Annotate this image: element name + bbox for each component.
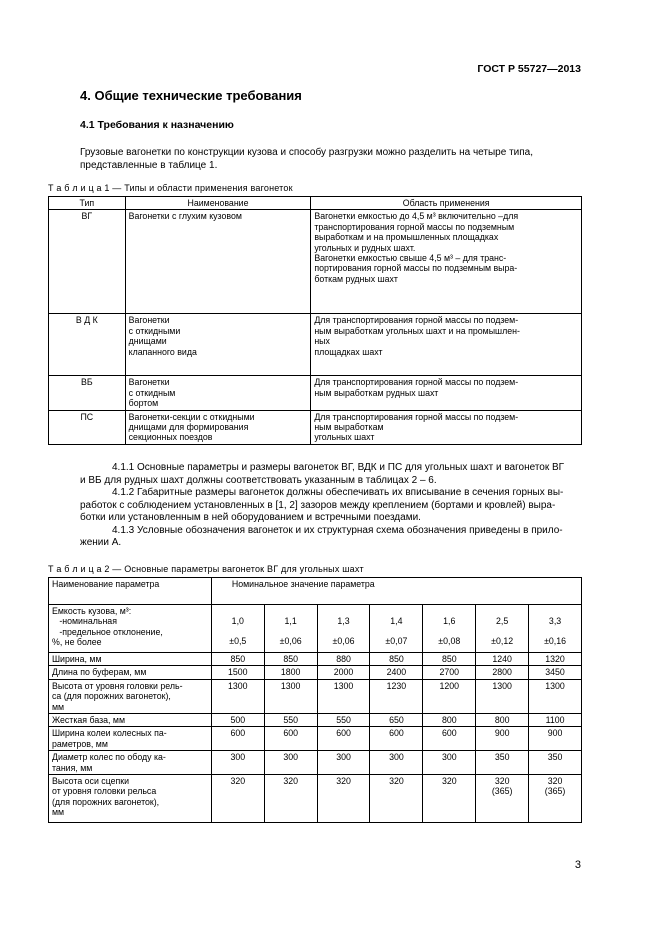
cell-line: ным выработкам угольных шахт и на промышлен-: [314, 325, 520, 336]
cell-line: (для порожних вагонеток),: [52, 796, 160, 807]
value-cell: 320: [211, 775, 264, 823]
param-cell: [49, 727, 212, 751]
clause-line: и ВБ для рудных шахт должны соответствовать указанным в таблицах 2 – 6.: [80, 474, 437, 486]
cell-line: раметров, мм: [52, 738, 108, 749]
table-row: [49, 314, 582, 376]
area-cell: [311, 410, 582, 444]
table-row: [49, 410, 582, 444]
param-cell: Жесткая база, мм: [49, 714, 212, 727]
table1-header-area: Область применения: [311, 197, 582, 210]
clauses: [80, 462, 585, 550]
value-cell: 300: [423, 751, 476, 775]
cell-line: са (для порожних вагонеток),: [52, 691, 171, 702]
cell-line: 1,3: [337, 616, 350, 626]
param-cell: [49, 751, 212, 775]
cell-line: -предельное отклонение,: [52, 626, 163, 637]
value-cell: 300: [264, 751, 317, 775]
cell-line: выработкам и на промышленных площадках: [314, 232, 499, 243]
value-cell: 550: [264, 714, 317, 727]
cell-line: бортом: [128, 398, 159, 409]
cell-line: 1,0: [231, 616, 244, 626]
table-row: [49, 376, 582, 410]
cell-line: 1,1: [284, 616, 297, 626]
cell-line: Для транспортирования горной массы по подзем-: [314, 315, 519, 326]
table-row: [49, 653, 582, 666]
cell-line: ным выработкам: [314, 422, 384, 433]
name-cell: [125, 210, 311, 314]
value-cell: 550: [317, 714, 370, 727]
param-cell: [49, 605, 212, 653]
value-cell: 1300: [476, 679, 529, 713]
value-cell: 2400: [370, 666, 423, 679]
cell-line: секционных поездов: [128, 432, 213, 443]
value-cell: 300: [317, 751, 370, 775]
cell-line: днищами для формирования: [128, 422, 249, 433]
type-cell: В Д К: [49, 314, 126, 376]
cell-line: ±0,12: [491, 636, 514, 647]
value-cell: [370, 605, 423, 653]
table-row: [49, 666, 582, 679]
value-cell: [476, 605, 529, 653]
cell-line: ±0,08: [438, 636, 461, 647]
cell-line: днищами: [128, 336, 167, 347]
cell-line: Вагонетки: [128, 377, 170, 388]
value-cell: [529, 605, 582, 653]
cell-line: Для транспортирования горной массы по подзем-: [314, 377, 519, 388]
value-cell: 320: [317, 775, 370, 823]
cell-line: угольных шахт: [314, 432, 375, 443]
value-cell: 900: [529, 727, 582, 751]
value-cell: 1500: [211, 666, 264, 679]
value-cell: 650: [370, 714, 423, 727]
type-cell: ВБ: [49, 376, 126, 410]
value-cell: 320 (365): [529, 775, 582, 823]
param-cell: Длина по буферам, мм: [49, 666, 212, 679]
intro-paragraph: [80, 147, 585, 172]
value-cell: 880: [317, 653, 370, 666]
table-row: [49, 605, 582, 653]
table-row: [49, 679, 582, 713]
value-cell: 1800: [264, 666, 317, 679]
cell-line: 1,4: [390, 616, 403, 626]
section-title: 4. Общие технические требования: [80, 88, 302, 103]
param-cell: [49, 775, 212, 823]
intro-line: представленные в таблице 1.: [80, 159, 218, 171]
cell-line: ±0,06: [279, 636, 302, 647]
value-cell: 1230: [370, 679, 423, 713]
cell-line: Вагонетки с глухим кузовом: [128, 211, 242, 222]
value-cell: [211, 605, 264, 653]
cell-line: боткам рудных шахт: [314, 273, 398, 284]
cell-line: с откидными: [128, 325, 181, 336]
cell-line: ±0,5: [229, 636, 247, 647]
value-cell: 1240: [476, 653, 529, 666]
value-cell: 1320: [529, 653, 582, 666]
cell-line: 2,5: [496, 616, 509, 626]
value-cell: 600: [264, 727, 317, 751]
value-cell: [423, 605, 476, 653]
cell-line: мм: [52, 807, 65, 818]
cell-line: тания, мм: [52, 762, 93, 773]
value-cell: 800: [423, 714, 476, 727]
table-row: [49, 751, 582, 775]
param-cell: [49, 679, 212, 713]
table1: [48, 196, 582, 445]
value-cell: 800: [476, 714, 529, 727]
area-cell: [311, 314, 582, 376]
value-cell: 1300: [317, 679, 370, 713]
clause-line: 4.1.2 Габаритные размеры вагонеток должны обеспечивать их вписывание в сечения горных вы-: [112, 487, 564, 498]
value-cell: 500: [211, 714, 264, 727]
value-cell: 300: [370, 751, 423, 775]
value-cell: 2800: [476, 666, 529, 679]
cell-line: с откидным: [128, 387, 176, 398]
area-cell: [311, 376, 582, 410]
cell-line: %, не более: [52, 637, 102, 648]
value-cell: 1300: [264, 679, 317, 713]
value-cell: 600: [370, 727, 423, 751]
value-cell: 850: [264, 653, 317, 666]
table1-header-name: Наименование: [125, 197, 311, 210]
intro-line: Грузовые вагонетки по конструкции кузова и способу разгрузки можно разделить на четыре типа,: [80, 147, 533, 158]
value-cell: [264, 605, 317, 653]
table-row: [49, 210, 582, 314]
value-cell: 320 (365): [476, 775, 529, 823]
clause-line: 4.1.3 Условные обозначения вагонеток и их структурная схема обозначения приведены в прило-: [112, 524, 563, 536]
value-cell: 300: [211, 751, 264, 775]
value-cell: 320: [264, 775, 317, 823]
table1-header-row: [49, 197, 582, 210]
value-cell: 600: [317, 727, 370, 751]
cell-line: клапанного вида: [128, 346, 197, 357]
cell-line: мм: [52, 701, 65, 712]
cell-line: 1,6: [443, 616, 456, 626]
clause-line: ботки или установленным в ней оборудованием и встречными поездами.: [80, 512, 421, 523]
value-cell: 350: [529, 751, 582, 775]
cell-line: Ширина колеи колесных па-: [52, 728, 167, 739]
clause-line: 4.1.1 Основные параметры и размеры вагонеток ВГ, ВДК и ПС для угольных шахт и вагонеток ВГ: [112, 462, 565, 473]
clause-line: работок с соблюдением установленных в [1, 2] зазоров между креплением (бортами и кровлей) выра-: [80, 499, 556, 511]
table1-header-type: Тип: [49, 197, 126, 210]
cell-line: ±0,16: [544, 636, 567, 647]
cell-line: Емкость кузова, м³:: [52, 606, 132, 616]
value-cell: 600: [423, 727, 476, 751]
cell-line: ным выработкам рудных шахт: [314, 387, 439, 398]
cell-line: Высота оси сцепки: [52, 776, 130, 787]
page-number: 3: [574, 859, 581, 871]
value-cell: 850: [423, 653, 476, 666]
value-cell: 600: [211, 727, 264, 751]
table2-header-row: [49, 578, 582, 605]
table2: [48, 577, 582, 823]
name-cell: [125, 410, 311, 444]
cell-line: Вагонетки емкостью до 4,5 м³ включительно –для: [314, 211, 519, 222]
value-cell: 1100: [529, 714, 582, 727]
value-cell: 1300: [211, 679, 264, 713]
value-cell: 850: [211, 653, 264, 666]
value-cell: 320: [423, 775, 476, 823]
cell-line: 3,3: [548, 616, 562, 626]
table2-caption: Т а б л и ц а 2 — Основные параметры вагонеток ВГ для угольных шахт: [48, 564, 364, 574]
cell-line: угольных и рудных шахт.: [314, 242, 416, 253]
table2-header-value: Номинальное значение параметра: [211, 578, 581, 605]
cell-line: Вагонетки емкостью свыше 4,5 м³ – для транс-: [314, 253, 507, 264]
type-cell: ПС: [49, 410, 126, 444]
value-cell: 900: [476, 727, 529, 751]
cell-line: ±0,06: [332, 636, 355, 647]
cell-line: ных: [314, 336, 330, 347]
value-cell: 320: [370, 775, 423, 823]
value-cell: 2000: [317, 666, 370, 679]
cell-line: от уровня головки рельса: [52, 786, 157, 797]
cell-line: Для транспортирования горной массы по подзем-: [314, 411, 519, 422]
param-cell: Ширина, мм: [49, 653, 212, 666]
table1-caption: Т а б л и ц а 1 — Типы и области применения вагонеток: [48, 183, 293, 193]
cell-line: портирования горной массы по подземным выра-: [314, 263, 518, 274]
value-cell: 2700: [423, 666, 476, 679]
value-cell: 1200: [423, 679, 476, 713]
name-cell: [125, 376, 311, 410]
table2-header-param: Наименование параметра: [49, 578, 212, 605]
cell-line: ±0,07: [385, 636, 408, 647]
cell-line: -номинальная: [52, 616, 117, 627]
area-cell: [311, 210, 582, 314]
name-cell: [125, 314, 311, 376]
type-cell: ВГ: [49, 210, 126, 314]
cell-line: Диаметр колес по ободу ка-: [52, 752, 166, 763]
cell-line: площадках шахт: [314, 346, 383, 357]
cell-line: Высота от уровня головки рель-: [52, 680, 183, 691]
cell-line: Вагонетки-секции с откидными: [128, 411, 255, 422]
value-cell: 1300: [529, 679, 582, 713]
value-cell: 850: [370, 653, 423, 666]
cell-line: Вагонетки: [128, 315, 170, 326]
value-cell: [317, 605, 370, 653]
table-row: [49, 727, 582, 751]
table-row: [49, 714, 582, 727]
value-cell: 350: [476, 751, 529, 775]
clause-line: жении А.: [80, 537, 122, 548]
value-cell: 3450: [529, 666, 582, 679]
cell-line: транспортирования горной массы по подземным: [314, 221, 515, 232]
standard-header: ГОСТ Р 55727—2013: [477, 63, 581, 75]
subsection-title: 4.1 Требования к назначению: [80, 119, 234, 131]
table-row: [49, 775, 582, 823]
